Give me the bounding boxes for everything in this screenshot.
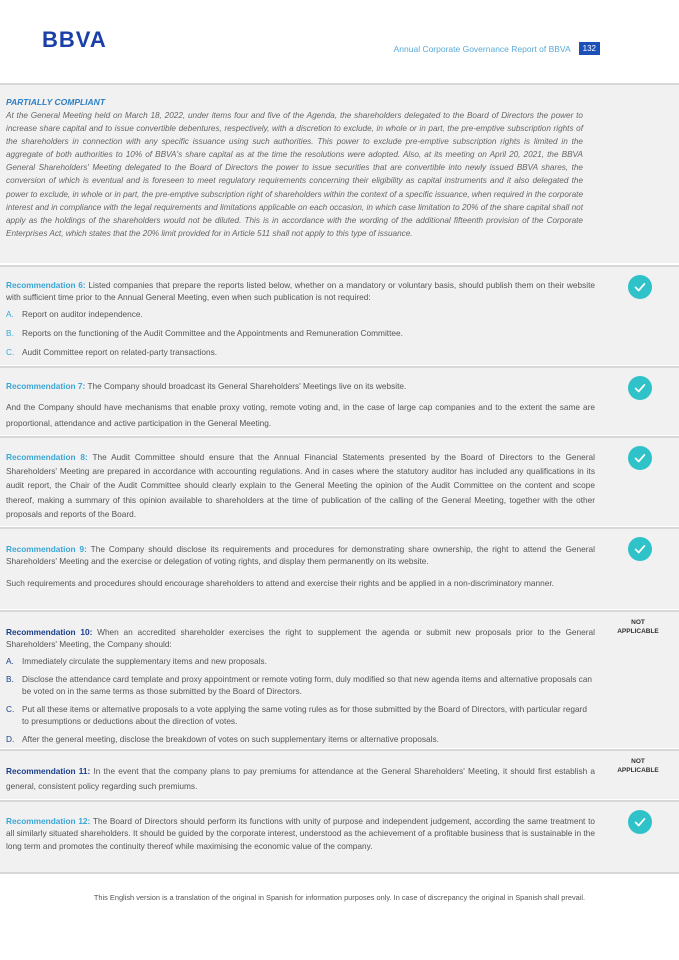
recommendation-text: Recommendation 6: Listed companies that prepare the reports listed below, whether on a mandatory or voluntary basis, should publish them on their website with sufficient time prior to the Annual General Meeting, even when such publication is not required: [6, 280, 596, 303]
list-item: C. Put all these items or alternative proposals to a vote applying the same voting rules as for those submitted by the Board of Directors, with particular regard to presumptions or deductions about the direction of votes. [6, 703, 587, 726]
page-header [394, 42, 600, 55]
compliance-text: At the General Meeting held on March 18, 2022, under items four and five of the Agenda, the shareholders delegated to the Board of Directors the power to increase share capital and to issue convertible debentures, respectively, with a discretion to exclude, in whole or in part, the pre-emptive subscription rights of the shareholders in connection with any specific issuance using such authorities. This power to exclude pre-emptive subscription rights is limited in the aggregate of both authorities to 10% of BBVA's share capital as at the time the resolutions were adopted. Also, at its meeting on April 20, 2021, the BBVA General Shareholders' Meeting delegated to the Board of Directors the power to issue securities that are convertible into newly issued BBVA shares, the conversion of which is eventual and is foreseen to meet regulatory requirements concerning their eligibility as capital instruments and it also delegated the power to exclude, in whole or in part, the pre-emptive subscription right of shareholders within the context of a specific issuance, when required in the corporate interest and in compliance with the legal requirements and limitations applicable on each occasion, in which case limitation to 20% of the share capital shall not apply as the holdings of the shareholders would not be diluted. This is in accordance with the wording of the additional fifteenth provision of the Corporate Enterprises Act, which states that the 20% limit provided for in Article 511 shall not apply to this type of issuance. [6, 111, 583, 238]
recommendation-label: Recommendation 8: [6, 452, 88, 462]
not-applicable-status: NOT APPLICABLE [617, 758, 659, 774]
check-icon [628, 446, 652, 470]
recommendation-label: Recommendation 10: [6, 627, 93, 637]
recommendation-text: Recommendation 9: The Company should disclose its requirements and procedures for demonstrating share ownership, the right to attend the General Shareholders' Meeting and the exercise or delegation of voting rights, and display them permanently on its website. [6, 544, 595, 567]
list-item: A. Report on auditor independence. [6, 308, 143, 319]
check-icon [628, 537, 652, 561]
recommendation-text: Recommendation 7: The Company should broadcast its General Shareholders' Meetings live on its website. [6, 381, 407, 391]
recommendation-text: Recommendation 10: When an accredited shareholder exercises the right to supplement the agenda or submit new proposals prior to the General Shareholders' Meeting, the Company should: [6, 627, 595, 650]
check-icon [628, 275, 652, 299]
recommendation-label: Recommendation 12: [6, 816, 91, 826]
recommendation-text: Recommendation 12: The Board of Directors should perform its functions with unity of purpose and independent judgement, according the same treatment to all similarly situated shareholders. It should be guided by the corporate interest, understood as the achievement of a profitable business that is sustainable in the long term and promotes the continuity thereof while maximising the economic value of the company. [6, 816, 595, 851]
list-item: D. After the general meeting, disclose the breakdown of votes on such supplementary items or alternative proposals. [6, 733, 439, 744]
recommendation-6 [0, 265, 679, 365]
list-item: B. Disclose the attendance card template and proxy appointment or remote voting form, duly modified so that new agenda items and alternative proposals can be voted on in the same terms as those submitted by the Board of Directors. [6, 673, 593, 696]
recommendation-11 [0, 749, 679, 799]
recommendation-12 [0, 800, 679, 874]
bbva-logo: BBVA [42, 27, 107, 52]
check-icon [628, 810, 652, 834]
compliance-status-title: PARTIALLY COMPLIANT [6, 97, 106, 107]
compliance-explanation [0, 83, 679, 263]
recommendation-text: Recommendation 8: The Audit Committee should ensure that the Annual Financial Statements presented by the Board of Directors to the General Shareholders' Meeting are prepared in accordance with accounting regulations. And in cases where the statutory auditor has included any qualifications in its audit report, the Chair of the Audit Committee should clearly explain to the General Meeting the opinion of the Audit Committee on the content and scope thereof, making a summary of this opinion available to shareholders at the time of publication of the calling of the General Meeting, together with the other proposals and reports of the Board. [6, 452, 595, 519]
recommendation-text-2: And the Company should have mechanisms that enable proxy voting, remote voting and, in the case of large cap companies and to the extent the same are proportional, attendance and active participation in the General Meeting. [6, 402, 595, 428]
recommendation-7 [0, 366, 679, 435]
recommendation-label: Recommendation 11: [6, 766, 91, 776]
not-applicable-status: NOT APPLICABLE [617, 619, 659, 635]
list-item: C. Audit Committee report on related-party transactions. [6, 346, 218, 357]
recommendation-text: Recommendation 11: In the event that the company plans to pay premiums for attendance at the General Shareholders' Meeting, it should first establish a general, consistent policy regarding such premiums. [6, 766, 595, 791]
recommendation-8 [0, 436, 679, 526]
check-icon [628, 376, 652, 400]
list-item: B. Reports on the functioning of the Audit Committee and the Appointments and Remuneration Committee. [6, 327, 403, 338]
recommendation-text-2: Such requirements and procedures should encourage shareholders to attend and exercise their rights and be applied in a non-discriminatory manner. [6, 577, 554, 588]
list-item: A. Immediately circulate the supplementary items and new proposals. [6, 655, 267, 666]
recommendation-9 [0, 527, 679, 609]
recommendation-list [6, 308, 595, 358]
page-number: 132 [579, 42, 600, 55]
report-title: Annual Corporate Governance Report of BBVA [393, 43, 571, 54]
recommendation-label: Recommendation 6: [6, 280, 86, 290]
recommendation-10 [0, 610, 679, 748]
recommendation-label: Recommendation 7: [6, 381, 86, 391]
recommendation-list [6, 655, 595, 745]
translation-disclaimer: This English version is a translation of the original in Spanish for information purposes only. In case of discrepancy the original in Spanish shall prevail. [93, 893, 586, 902]
recommendation-label: Recommendation 9: [6, 544, 87, 554]
